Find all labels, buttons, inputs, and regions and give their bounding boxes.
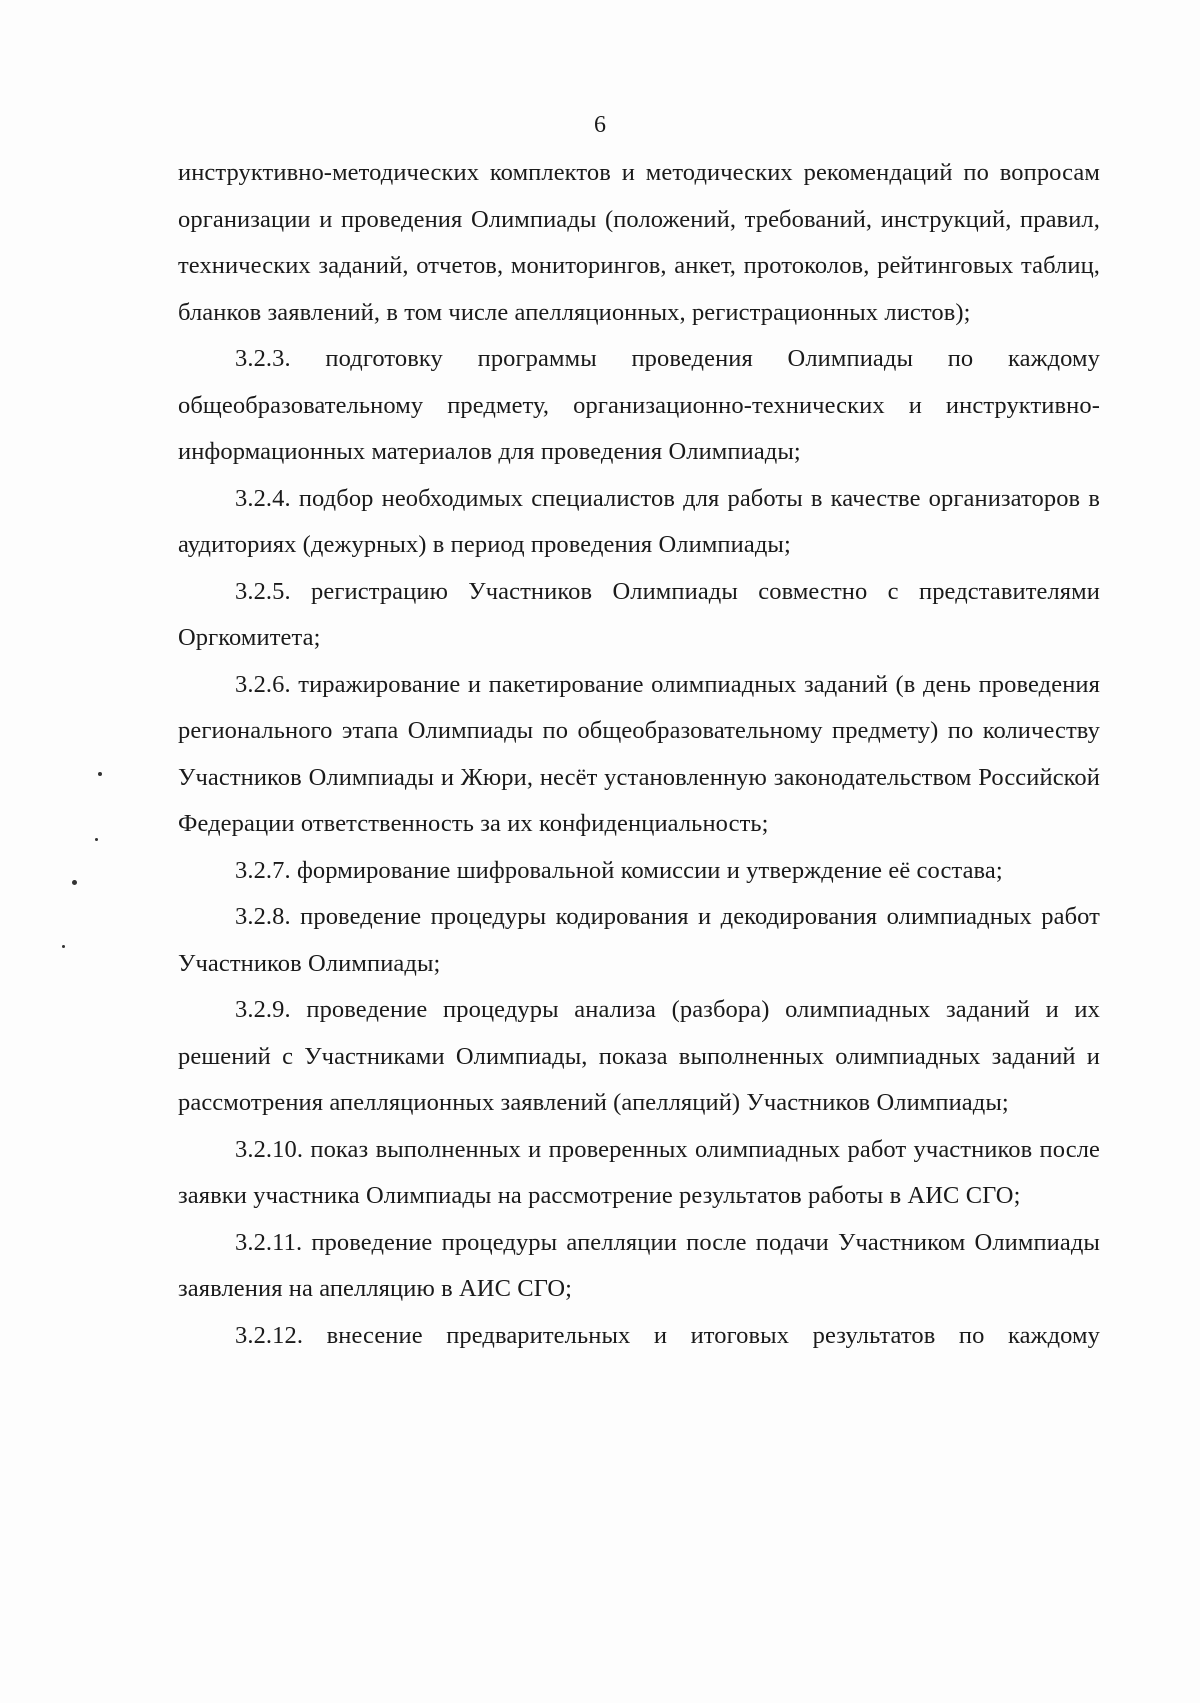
scan-speck	[95, 838, 98, 841]
paragraph: 3.2.3. подготовку программы проведения Олимпиады по каждому общеобразовательному предмету, организационно-технических и инструктивно-информационных материалов для проведения Олимпиады;	[178, 345, 1100, 465]
paragraph: инструктивно-методических комплектов и методических рекомендаций по вопросам организации и проведения Олимпиады (положений, требований, инструкций, правил, технических заданий, отчетов, мониторингов, анкет, протоколов, рейтинговых таблиц, бланков заявлений, в том числе апелляционных, регистрационных листов);	[178, 159, 1100, 326]
scan-speck	[72, 880, 77, 885]
paragraph: 3.2.4. подбор необходимых специалистов для работы в качестве организаторов в аудиториях (дежурных) в период проведения Олимпиады;	[178, 484, 1100, 558]
document-body	[178, 150, 1100, 1359]
page-number: 6	[594, 112, 606, 138]
paragraph: 3.2.8. проведение процедуры кодирования и декодирования олимпиадных работ Участников Олимпиады;	[178, 903, 1100, 977]
paragraph: 3.2.9. проведение процедуры анализа (разбора) олимпиадных заданий и их решений с Участниками Олимпиады, показа выполненных олимпиадных заданий и рассмотрения апелляционных заявлений (апелляций) Участников Олимпиады;	[178, 996, 1100, 1116]
paragraph: 3.2.7. формирование шифровальной комиссии и утверждение её состава;	[235, 856, 1003, 884]
scan-speck	[98, 772, 102, 776]
scan-speck	[62, 945, 65, 948]
paragraph: 3.2.10. показ выполненных и проверенных олимпиадных работ участников после заявки участника Олимпиады на рассмотрение результатов работы в АИС СГО;	[178, 1135, 1100, 1209]
paragraph: 3.2.11. проведение процедуры апелляции после подачи Участником Олимпиады заявления на апелляцию в АИС СГО;	[178, 1228, 1100, 1302]
paragraph-continued: 3.2.12. внесение предварительных и итоговых результатов по каждому	[235, 1321, 1100, 1349]
paragraph: 3.2.5. регистрацию Участников Олимпиады совместно с представителями Оргкомитета;	[178, 577, 1100, 651]
paragraph: 3.2.6. тиражирование и пакетирование олимпиадных заданий (в день проведения регионального этапа Олимпиады по общеобразовательному предмету) по количеству Участников Олимпиады и Жюри, несёт установленную законодательством Российской Федерации ответственность за их конфиденциальность;	[178, 670, 1100, 837]
